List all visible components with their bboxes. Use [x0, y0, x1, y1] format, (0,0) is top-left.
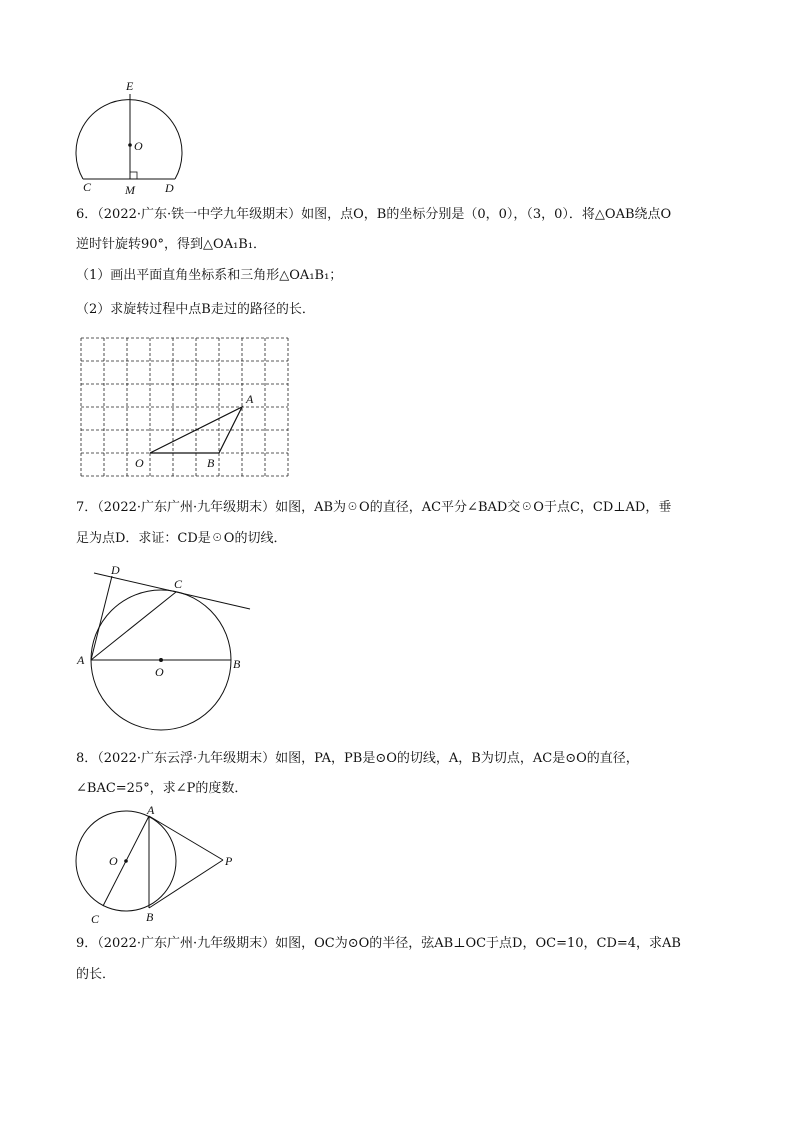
q6-line2: 逆时针旋转90°，得到△OA₁B₁．	[76, 237, 267, 252]
q8-line2: ∠BAC=25°，求∠P的度数．	[76, 781, 248, 796]
figure-circle-tangent	[70, 560, 260, 735]
figure-grid-triangle	[76, 334, 296, 482]
segment-ad	[91, 576, 112, 660]
grid-label-o: O	[135, 456, 144, 470]
q9-line1: 9．（2022·广东广州·九年级期末）如图，OC为⊙O的半径，弦AB⊥OC于点D，OC=10，CD=4，求AB	[76, 936, 681, 951]
tangent-line	[94, 573, 250, 609]
t-label-a: A	[77, 653, 85, 667]
center-dot	[128, 143, 132, 147]
q7-line2: 足为点D．求证：CD是☉O的切线．	[76, 531, 287, 546]
t-label-d: D	[111, 563, 120, 577]
label-e: E	[126, 79, 134, 93]
figure-circle-tangents-p	[70, 804, 250, 928]
right-angle-mark	[130, 172, 137, 179]
major-arc	[76, 100, 182, 179]
dashed-grid	[81, 338, 288, 476]
label-o: O	[134, 139, 143, 153]
t-label-b: B	[233, 657, 241, 671]
center-dot	[124, 859, 128, 863]
tangent-pa	[149, 816, 223, 860]
center-dot	[159, 658, 163, 662]
q8-line1: 8．（2022·广东云浮·九年级期末）如图，PA，PB是⊙O的切线，A，B为切点，AC是⊙O的直径，	[76, 751, 639, 766]
p-label-b: B	[146, 910, 154, 924]
label-d: D	[165, 181, 174, 195]
q6-line1: 6．（2022·广东·铁一中学九年级期末）如图，点O，B的坐标分别是（0，0），（3，0）．将△OAB绕点O	[76, 207, 672, 222]
figure-circle-chord	[70, 72, 200, 200]
q6-part1: （1）画出平面直角坐标系和三角形△OA₁B₁；	[76, 268, 343, 283]
tangent-pb	[149, 860, 223, 908]
t-label-c: C	[174, 577, 183, 591]
p-label-a: A	[147, 804, 155, 817]
p-label-p: P	[225, 854, 233, 868]
p-label-o: O	[109, 854, 118, 868]
label-c: C	[83, 180, 92, 194]
t-label-o: O	[155, 665, 164, 679]
chord-ac	[91, 592, 176, 660]
label-m: M	[125, 183, 135, 197]
q7-line1: 7．（2022·广东广州·九年级期末）如图，AB为☉O的直径，AC平分∠BAD交☉O于点C，CD⊥AD，垂	[76, 500, 672, 515]
p-label-c: C	[91, 912, 100, 926]
grid-label-b: B	[207, 456, 215, 470]
q9-line2: 的长．	[76, 967, 116, 982]
grid-label-a: A	[246, 392, 254, 406]
q6-part2: （2）求旋转过程中点B走过的路径的长．	[76, 302, 315, 317]
